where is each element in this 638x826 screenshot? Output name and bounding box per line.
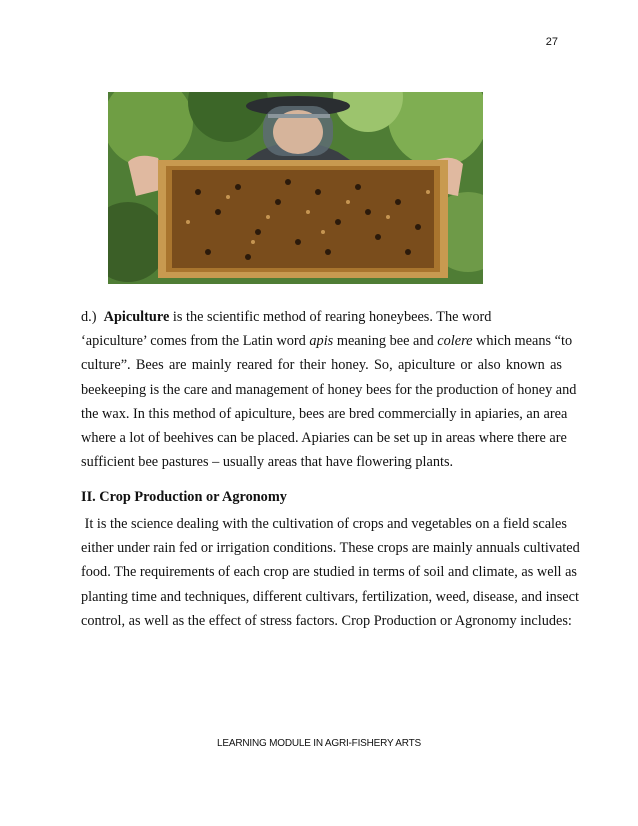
crop-line-1: It is the science dealing with the cultivation of crops and vegetables on a field scales <box>81 516 567 532</box>
page-footer: LEARNING MODULE IN AGRI-FISHERY ARTS <box>217 738 421 749</box>
apiculture-line-2b: meaning bee and <box>333 333 438 350</box>
crop-line-2: either under rain fed or irrigation conditions. These crops are mainly annuals cultivated <box>81 540 580 557</box>
apiculture-line-5: the wax. In this method of apiculture, bees are bred commercially in apiaries, an area <box>81 405 568 422</box>
apiculture-line-7: sufficient bee pastures – usually areas that have flowering plants. <box>81 454 454 471</box>
apiculture-line-3: culture”. Bees are mainly reared for their honey. So, apiculture or also known as <box>81 357 562 374</box>
apiculture-line-1 <box>81 305 562 329</box>
beekeeper-photo <box>108 92 483 284</box>
word-apis: apis <box>309 333 334 350</box>
crop-line-5: control, as well as the effect of stress factors. Crop Production or Agronomy includes: <box>81 612 572 629</box>
crop-line-3: food. The requirements of each crop are studied in terms of soil and climate, as well as <box>81 564 577 581</box>
apiculture-line-4: beekeeping is the care and management of honey bees for the production of honey and <box>81 381 577 398</box>
list-marker: d.) <box>81 309 97 325</box>
term-apiculture: Apiculture <box>103 309 170 325</box>
section-heading-crop-production: II. Crop Production or Agronomy <box>81 489 287 505</box>
crop-line-4: planting time and techniques, different cultivars, fertilization, weed, disease, and insect <box>81 588 579 605</box>
apiculture-line-6: where a lot of beehives can be placed. Apiaries can be set up in areas where there are <box>81 429 567 446</box>
apiculture-line-2c: which means “to <box>472 333 573 350</box>
apiculture-line-1-text: is the scientific method of rearing honeybees. The word <box>169 309 492 325</box>
apiculture-paragraph <box>81 305 577 474</box>
apiculture-line-2 <box>81 329 573 353</box>
crop-production-paragraph <box>81 512 580 633</box>
word-colere: colere <box>437 333 473 350</box>
apiculture-line-2a: ‘apiculture’ comes from the Latin word <box>81 333 310 350</box>
page-number: 27 <box>545 36 558 48</box>
